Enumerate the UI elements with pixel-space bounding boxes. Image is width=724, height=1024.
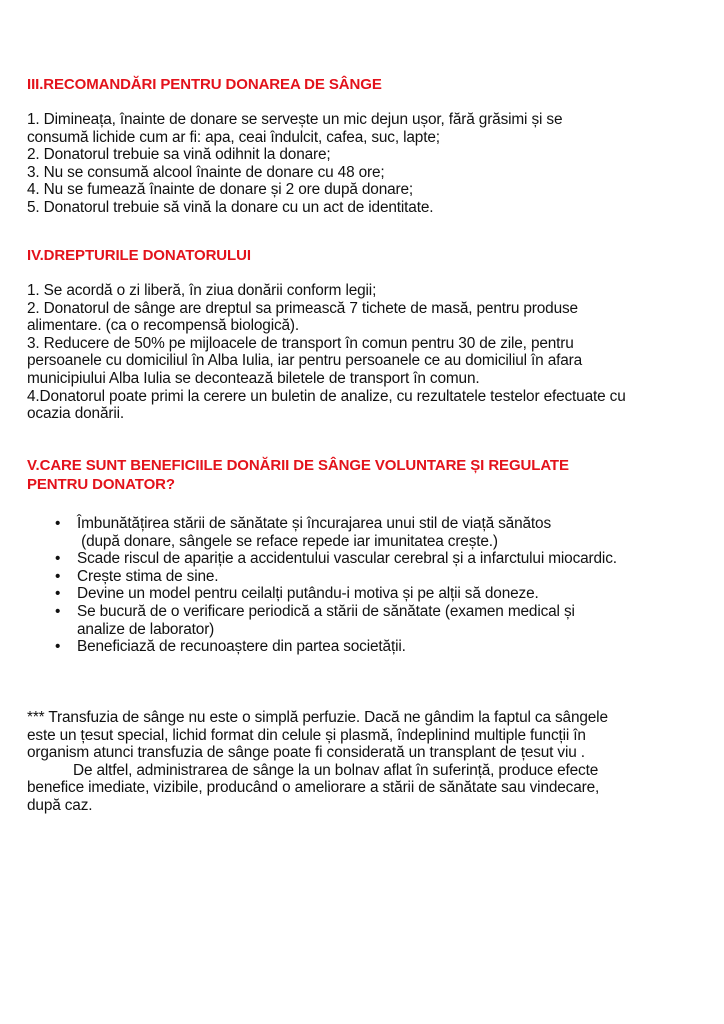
note-line: după caz. (27, 796, 93, 814)
rights-line: 3. Reducere de 50% pe mijloacele de transport în comun pentru 30 de zile, pentru (27, 334, 574, 352)
benefits-list (27, 515, 617, 656)
rights-line: 1. Se acordă o zi liberă, în ziua donării conform legii; (27, 282, 377, 299)
bullet-icon: • (55, 638, 61, 656)
section-5-heading-line-2: PENTRU DONATOR? (27, 476, 175, 493)
benefit-text: Îmbunătățirea stării de sănătate și încurajarea unui stil de viață sănătos (77, 515, 551, 532)
benefit-text: Devine un model pentru ceilalți putându-i motiva și pe alții să doneze. (77, 585, 539, 603)
rights-line: alimentare. (ca o recompensă biologică). (27, 317, 300, 335)
note-line: benefice imediate, vizibile, producând o ameliorare a stării de sănătate sau vindecare, (27, 779, 600, 797)
benefit-text-continued: (după donare, sângele se reface repede iar imunitatea crește.) (77, 532, 498, 550)
section-4-rights (27, 282, 626, 423)
note-line: *** Transfuzia de sânge nu este o simplă perfuzie. Dacă ne gândim la faptul ca sângele (27, 709, 608, 726)
bullet-icon: • (55, 602, 61, 620)
benefit-text: Beneficiază de recunoaștere din partea societății. (77, 638, 406, 656)
recommendation-line: 5. Donatorul trebuie să vină la donare cu un act de identitate. (27, 198, 434, 216)
rights-line: persoanele cu domiciliul în Alba Iulia, iar pentru persoanele ce au domiciliul în afara (27, 352, 583, 370)
list-item (27, 638, 617, 656)
benefit-text: Crește stima de sine. (77, 567, 219, 585)
list-item (27, 603, 617, 638)
note-line: De altfel, administrarea de sânge la un bolnav aflat în suferință, produce efecte (73, 761, 599, 779)
note-line: organism atunci transfuzia de sânge poate fi considerată un transplant de țesut viu . (27, 744, 585, 762)
recommendation-line: 3. Nu se consumă alcool înainte de donare cu 48 ore; (27, 163, 385, 181)
list-item (27, 550, 617, 568)
bullet-icon: • (55, 550, 61, 568)
list-item (27, 515, 617, 550)
list-item (27, 568, 617, 586)
recommendation-line: 1. Dimineața, înainte de donare se servește un mic dejun ușor, fără grăsimi și se (27, 111, 563, 128)
benefit-text-continued: analize de laborator) (77, 620, 215, 638)
recommendation-line: 2. Donatorul trebuie sa vină odihnit la donare; (27, 146, 331, 164)
recommendation-line: consumă lichide cum ar fi: apa, ceai îndulcit, cafea, suc, lapte; (27, 128, 440, 146)
benefit-text: Se bucură de o verificare periodică a stării de sănătate (examen medical și (77, 602, 575, 620)
section-3-recommendations (27, 111, 562, 217)
list-item (27, 585, 617, 603)
rights-line: 2. Donatorul de sânge are dreptul sa primească 7 tichete de masă, pentru produse (27, 299, 578, 317)
rights-line: ocazia donării. (27, 405, 124, 423)
section-5-heading (27, 456, 569, 494)
benefit-text: Scade riscul de apariție a accidentului vascular cerebral și a infarctului miocardic. (77, 550, 617, 568)
section-3-heading: III.RECOMANDĂRI PENTRU DONAREA DE SÂNGE (27, 76, 382, 93)
note-line: este un țesut special, lichid format din celule și plasmă, îndeplinind multiple funcții în (27, 726, 586, 744)
section-4-heading: IV.DREPTURILE DONATORULUI (27, 247, 251, 264)
bullet-icon: • (55, 585, 61, 603)
section-5-heading-line-1: V.CARE SUNT BENEFICIILE DONĂRII DE SÂNGE VOLUNTARE ȘI REGULATE (27, 457, 569, 474)
bullet-icon: • (55, 515, 61, 532)
rights-line: 4.Donatorul poate primi la cerere un buletin de analize, cu rezultatele testelor efectuate cu (27, 387, 626, 405)
recommendation-line: 4. Nu se fumează înainte de donare și 2 ore după donare; (27, 181, 414, 199)
bullet-icon: • (55, 567, 61, 585)
rights-line: municipiului Alba Iulia se decontează biletele de transport în comun. (27, 369, 480, 387)
transfusion-note (27, 709, 608, 815)
